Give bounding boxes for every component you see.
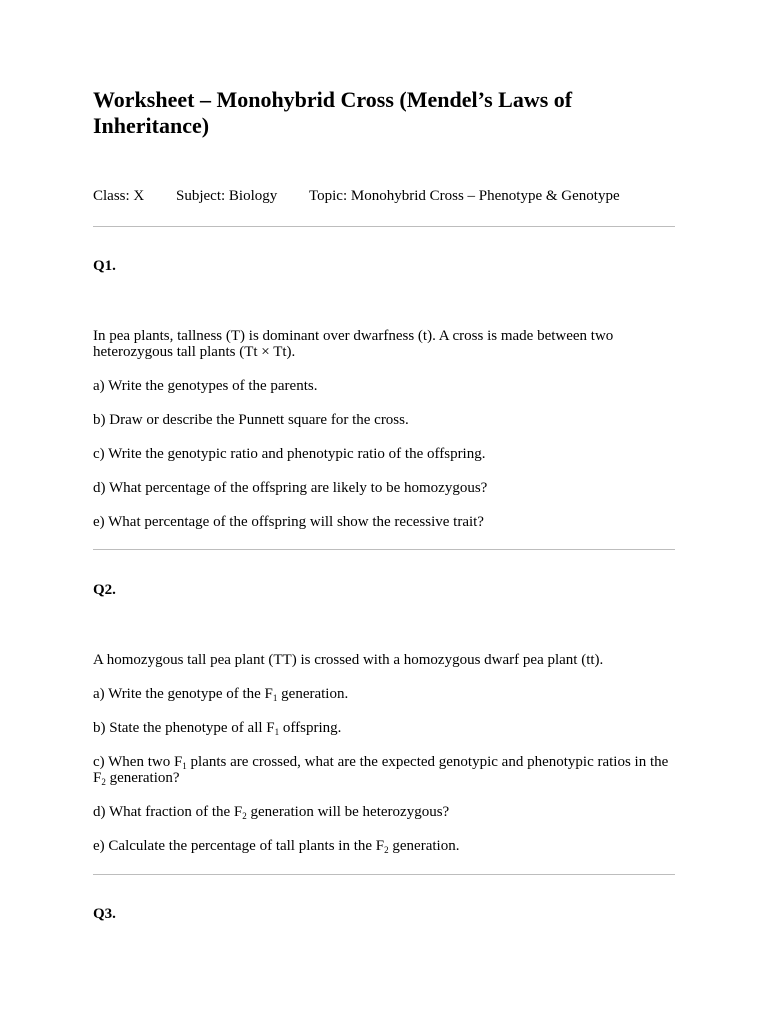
q3-heading: Q3.	[93, 906, 116, 922]
q1-part-b: b) Draw or describe the Punnett square for the cross.	[93, 412, 409, 428]
q2-heading: Q2.	[93, 582, 116, 598]
topic-label: Topic: Monohybrid Cross – Phenotype & Genotype	[309, 188, 620, 204]
divider	[93, 226, 675, 227]
q1-intro: In pea plants, tallness (T) is dominant over dwarfness (t). A cross is made between two heterozygous tall plants (Tt × Tt).	[93, 328, 614, 360]
q1-heading: Q1.	[93, 258, 116, 274]
subject-label: Subject: Biology	[176, 188, 278, 204]
q2-part-b: b) State the phenotype of all $F_1$ offspring.	[93, 720, 342, 737]
q2-intro: A homozygous tall pea plant (TT) is crossed with a homozygous dwarf pea plant (tt).	[93, 652, 604, 668]
q1-part-d: d) What percentage of the offspring are likely to be homozygous?	[93, 480, 488, 496]
meta-line	[93, 188, 620, 205]
class-label: Class: X	[93, 188, 145, 204]
divider	[93, 549, 675, 550]
divider	[93, 874, 675, 875]
q2-part-c: c) When two $F_1$ plants are crossed, what are the expected genotypic and phenotypic ratios in the $F_2$ generation?	[93, 754, 669, 787]
q1-part-c: c) Write the genotypic ratio and phenotypic ratio of the offspring.	[93, 446, 486, 462]
q2-part-a: a) Write the genotype of the $F_1$ generation.	[93, 686, 349, 703]
worksheet-title: Worksheet – Monohybrid Cross (Mendel’s Laws of Inheritance)	[93, 87, 573, 138]
q1-part-e: e) What percentage of the offspring will show the recessive trait?	[93, 514, 484, 530]
q2-part-e: e) Calculate the percentage of tall plants in the $F_2$ generation.	[93, 838, 460, 855]
q1-part-a: a) Write the genotypes of the parents.	[93, 378, 318, 394]
q2-part-d: d) What fraction of the $F_2$ generation will be heterozygous?	[93, 804, 450, 821]
